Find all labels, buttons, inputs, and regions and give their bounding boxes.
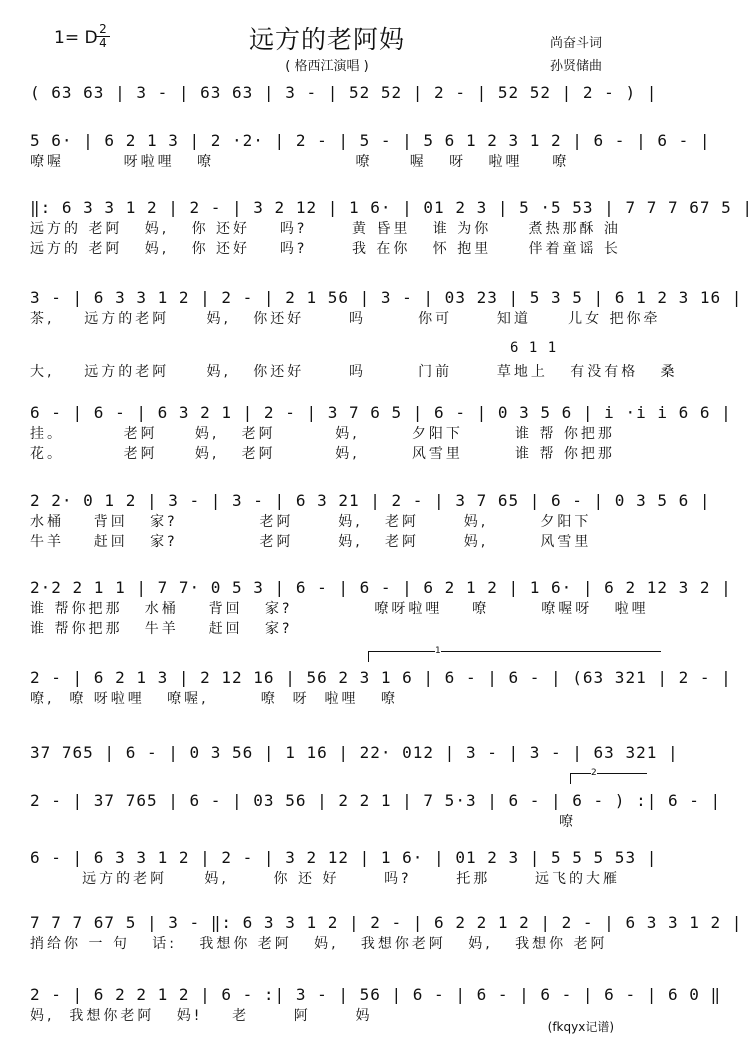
lyric-line: 水桶 背回 家? 老阿 妈, 老阿 妈, 夕阳下	[30, 514, 592, 530]
notation-line: 5 6· | 6 2 1 3 | 2 ·2· | 2 - | 5 - | 5 6 1 2 3 1 2 | 6 - | 6 - |	[30, 131, 711, 150]
transcriber-note: (fkqyx记谱)	[547, 1020, 614, 1034]
notation-line: 2 2· 0 1 2 | 3 - | 3 - | 6 3 21 | 2 - | 3 7 65 | 6 - | 0 3 5 6 |	[30, 491, 711, 510]
lyric-line: 远方的 老阿 妈, 你 还好 吗? 我 在你 怀 抱里 伴着童谣 长	[30, 241, 621, 257]
notation-line: 3 - | 6 3 3 1 2 | 2 - | 2 1 56 | 3 - | 03 23 | 5 3 5 | 6 1 2 3 16 |	[30, 288, 743, 307]
notation-line: 6 1 1	[510, 340, 558, 356]
song-title: 远方的老阿妈	[248, 25, 405, 54]
composer-credit: 孙贤储曲	[549, 59, 602, 74]
notation-line: 7 7 7 67 5 | 3 - ‖: 6 3 3 1 2 | 2 - | 6 2 2 1 2 | 2 - | 6 3 3 1 2 |	[30, 913, 743, 932]
second-ending-bracket	[570, 768, 647, 784]
first-ending-bracket	[368, 646, 661, 662]
lyric-line: 茶, 远方的老阿 妈, 你还好 吗 你可 知道 儿女 把你牵	[30, 311, 661, 327]
lyricist-credit: 尚奋斗词	[549, 36, 602, 51]
notation-line: 2·2 2 1 1 | 7 7· 0 5 3 | 6 - | 6 - | 6 2 1 2 | 1 6· | 6 2 12 3 2 |	[30, 578, 732, 597]
notation-line: ( 63 63 | 3 - | 63 63 | 3 - | 52 52 | 2 - | 52 52 | 2 - ) |	[30, 83, 658, 102]
lyric-line: 谁 帮你把那 水桶 背回 家? 嘹呀啦哩 嘹 嘹喔呀 啦哩	[30, 601, 649, 617]
notation-line: 6 - | 6 - | 6 3 2 1 | 2 - | 3 7 6 5 | 6 - | 0 3 5 6 | i ·i i 6 6 |	[30, 403, 732, 422]
notation-line: 2 - | 6 2 2 1 2 | 6 - :| 3 - | 56 | 6 - | 6 - | 6 - | 6 - | 6 0 ‖	[30, 985, 722, 1004]
lyric-line: 嘹, 嘹 呀啦哩 嘹喔, 嘹 呀 啦哩 嘹	[30, 691, 398, 707]
lyric-line: 捎给你 一 句 话: 我想你 老阿 妈, 我想你老阿 妈, 我想你 老阿	[30, 936, 608, 952]
lyric-line: 花。 老阿 妈, 老阿 妈, 风雪里 谁 帮 你把那	[30, 446, 615, 462]
notation-line: 2 - | 6 2 1 3 | 2 12 16 | 56 2 3 1 6 | 6 - | 6 - | (63 321 | 2 - |	[30, 668, 732, 687]
notation-line: 37 765 | 6 - | 0 3 56 | 1 16 | 22· 012 | 3 - | 3 - | 63 321 |	[30, 743, 679, 762]
lyric-line: 大, 远方的老阿 妈, 你还好 吗 门前 草地上 有没有格 桑	[30, 364, 678, 380]
second-ending-number: 2	[591, 768, 597, 778]
lyric-line: 妈, 我想你老阿 妈! 老 阿 妈	[30, 1008, 373, 1024]
lyric-line: 谁 帮你把那 牛羊 赶回 家?	[30, 621, 293, 637]
first-ending-number: 1	[435, 646, 441, 656]
lyric-line: 远方的 老阿 妈, 你 还好 吗? 黄 昏里 谁 为你 煮热那酥 油	[30, 221, 621, 237]
lyric-line: 远方的老阿 妈, 你 还 好 吗? 托那 远飞的大雁	[30, 871, 620, 887]
key-signature: 1= D	[54, 28, 98, 48]
time-signature-top: 2	[99, 22, 107, 36]
notation-line: 2 - | 37 765 | 6 - | 03 56 | 2 2 1 | 7 5·3 | 6 - | 6 - ) :| 6 - |	[30, 791, 722, 810]
lyric-line: 嘹	[30, 814, 576, 830]
time-signature-bottom: 4	[96, 36, 110, 50]
lyric-line: 牛羊 赶回 家? 老阿 妈, 老阿 妈, 风雪里	[30, 534, 592, 550]
performer-note: ( 格西江演唱 )	[285, 59, 369, 74]
lyric-line: 嘹喔 呀啦哩 嘹 嘹 喔 呀 啦哩 嘹	[30, 154, 570, 170]
lyric-line: 挂。 老阿 妈, 老阿 妈, 夕阳下 谁 帮 你把那	[30, 426, 615, 442]
notation-line: ‖: 6 3 3 1 2 | 2 - | 3 2 12 | 1 6· | 01 2 3 | 5 ·5 53 | 7 7 7 67 5 |	[30, 198, 753, 217]
notation-line: 6 - | 6 3 3 1 2 | 2 - | 3 2 12 | 1 6· | 01 2 3 | 5 5 5 53 |	[30, 848, 658, 867]
